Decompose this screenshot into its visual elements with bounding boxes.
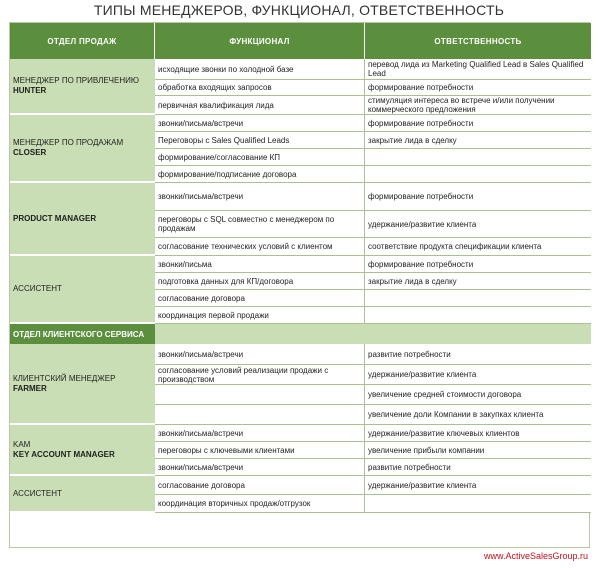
function-cell: звонки/письма/встречи — [155, 344, 365, 365]
function-cell: согласование технических условий с клиентом — [155, 238, 365, 256]
role-name: АССИСТЕНТ — [13, 284, 62, 293]
function-cell: звонки/письма — [155, 256, 365, 273]
section-header: ОТДЕЛ КЛИЕНТСКОГО СЕРВИСА — [10, 324, 155, 344]
responsibility-cell: развитие потребности — [365, 459, 591, 476]
function-cell: первичная квалификация лида — [155, 96, 365, 115]
function-cell: переговоры с ключевыми клиентами — [155, 442, 365, 459]
function-cell: формирование/подписание договора — [155, 166, 365, 183]
function-cell: звонки/письма/встречи — [155, 115, 365, 132]
responsibility-cell: формирование потребности — [365, 115, 591, 132]
function-cell: координация первой продажи — [155, 307, 365, 324]
page-title: ТИПЫ МЕНЕДЖЕРОВ, ФУНКЦИОНАЛ, ОТВЕТСТВЕННОСТЬ — [93, 2, 505, 18]
role-name: KAM — [13, 439, 31, 449]
function-cell: звонки/письма/встречи — [155, 183, 365, 211]
function-cell: обработка входящих запросов — [155, 80, 365, 96]
responsibility-cell: формирование потребности — [365, 183, 591, 211]
role-cell — [10, 476, 155, 513]
function-cell: подготовка данных для КП/договора — [155, 273, 365, 290]
role-name: PRODUCT MANAGER — [13, 213, 97, 223]
role-name: МЕНЕДЖЕР ПО ПРИВЛЕЧЕНИЮ — [13, 76, 139, 85]
responsibility-cell: развитие потребности — [365, 344, 591, 365]
responsibility-cell: удержание/развитие ключевых клиентов — [365, 425, 591, 442]
responsibility-cell — [365, 166, 591, 183]
function-cell: переговоры с SQL совместно с менеджером по продажам — [155, 211, 365, 238]
responsibility-cell: стимуляция интереса во встрече и/или получении коммерческого предложения — [365, 96, 591, 115]
responsibility-cell: увеличение прибыли компании — [365, 442, 591, 459]
header-resp: ОТВЕТСТВЕННОСТЬ — [365, 23, 591, 59]
function-cell: согласование условий реализации продажи с производством — [155, 365, 365, 385]
function-cell: формирование/согласование КП — [155, 149, 365, 166]
role-name: АССИСТЕНТ — [13, 488, 62, 498]
responsibility-cell: перевод лида из Marketing Qualified Lead в Sales Qualified Lead — [365, 59, 591, 80]
responsibility-cell: увеличение доли Компании в закупках клиента — [365, 405, 591, 425]
responsibility-cell — [365, 290, 591, 307]
responsibility-cell: соответствие продукта спецификации клиента — [365, 238, 591, 256]
role-cell — [10, 59, 155, 115]
role-subtitle: KEY ACCOUNT MANAGER — [13, 449, 115, 459]
function-cell: согласование договора — [155, 290, 365, 307]
role-cell — [10, 115, 155, 183]
function-cell: звонки/письма/встречи — [155, 425, 365, 442]
responsibility-cell: формирование потребности — [365, 256, 591, 273]
function-cell: согласование договора — [155, 476, 365, 495]
responsibility-cell — [365, 495, 591, 513]
header-func: ФУНКЦИОНАЛ — [155, 23, 365, 59]
role-name: КЛИЕНТСКИЙ МЕНЕДЖЕР — [13, 373, 116, 383]
responsibility-cell: увеличение средней стоимости договора — [365, 385, 591, 405]
role-name: МЕНЕДЖЕР ПО ПРОДАЖАМ — [13, 138, 124, 147]
role-subtitle: FARMER — [13, 383, 47, 393]
roles-table — [9, 22, 590, 548]
responsibility-cell — [365, 307, 591, 324]
function-cell: звонки/письма/встречи — [155, 459, 365, 476]
site-link[interactable]: www.ActiveSalesGroup.ru — [483, 551, 588, 561]
function-cell: исходящие звонки по холодной базе — [155, 59, 365, 80]
responsibility-cell — [365, 149, 591, 166]
role-cell — [10, 183, 155, 256]
section-fill — [155, 324, 591, 344]
responsibility-cell: удержание/развитие клиента — [365, 211, 591, 238]
responsibility-cell: закрытие лида в сделку — [365, 132, 591, 149]
role-subtitle: HUNTER — [13, 86, 47, 95]
responsibility-cell: удержание/развитие клиента — [365, 476, 591, 495]
function-cell — [155, 405, 365, 425]
responsibility-cell: удержание/развитие клиента — [365, 365, 591, 385]
function-cell: Переговоры с Sales Qualified Leads — [155, 132, 365, 149]
responsibility-cell: закрытие лида в сделку — [365, 273, 591, 290]
role-cell — [10, 425, 155, 476]
role-cell — [10, 256, 155, 324]
role-cell — [10, 344, 155, 425]
role-subtitle: CLOSER — [13, 148, 47, 157]
function-cell — [155, 385, 365, 405]
function-cell: координация вторичных продаж/отгрузок — [155, 495, 365, 513]
header-dept: ОТДЕЛ ПРОДАЖ — [10, 23, 155, 59]
responsibility-cell: формирование потребности — [365, 80, 591, 96]
